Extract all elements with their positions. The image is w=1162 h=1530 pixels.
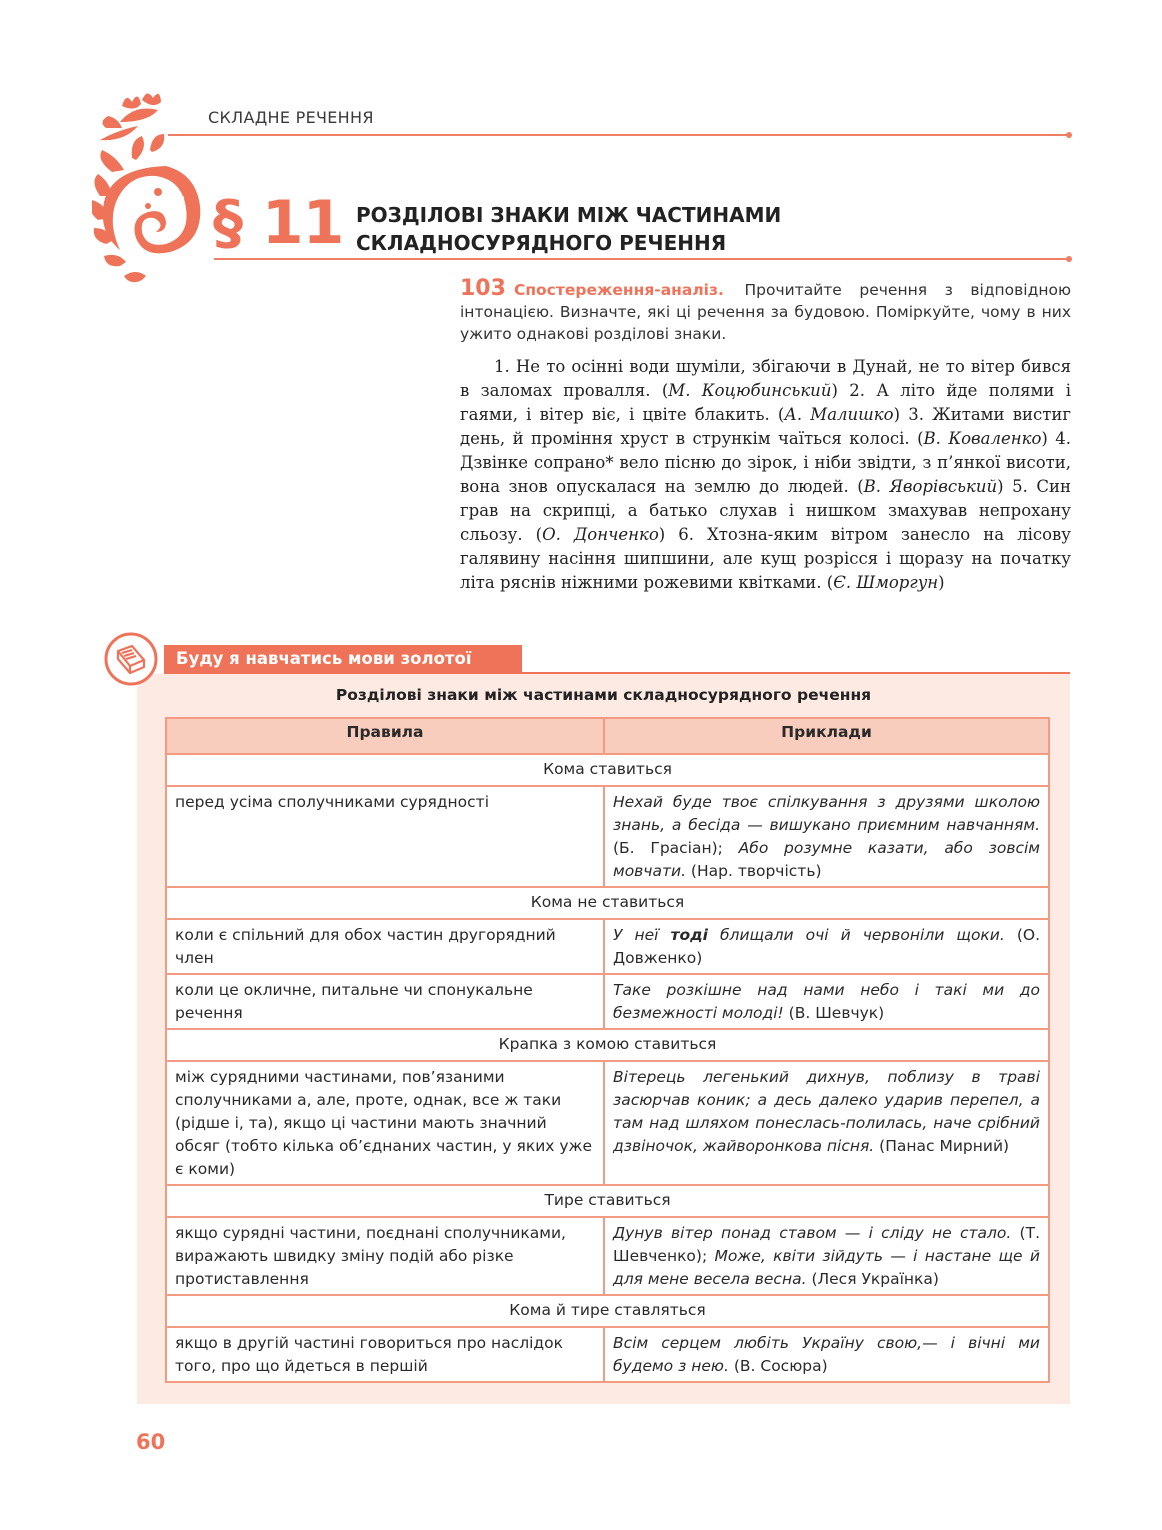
table-row	[166, 786, 1049, 887]
text-run: між сурядними частинами, пов’язаними сполучниками	[175, 1068, 505, 1109]
example-cell	[604, 786, 1049, 887]
example-cell	[604, 919, 1049, 974]
table-row	[166, 974, 1049, 1029]
text-run: коли є спільний для обох частин другорядний член	[175, 926, 556, 967]
sentence-author: В. Коваленко	[923, 429, 1042, 448]
rule-cell	[166, 1327, 604, 1382]
running-header: СКЛАДНЕ РЕЧЕННЯ	[208, 108, 374, 127]
table-header-row	[166, 718, 1049, 754]
sentence: 1. Не то осінні води шуміли, збігаючи в Дунай, не то вітер бився в заломах провалля. (М. Коцюбинський)	[460, 357, 1071, 400]
header-rule	[168, 134, 1069, 136]
table-row	[166, 1061, 1049, 1185]
sentence-author: О. Донченко	[542, 525, 659, 544]
rule-cell	[166, 919, 604, 974]
text-run: (Панас Мирний)	[874, 1137, 1010, 1155]
sentence-author: В. Яворівський	[863, 477, 998, 496]
sentence-number: 1.	[494, 357, 516, 376]
sentence-author: Є. Шморгун	[833, 573, 939, 592]
book-pencil-icon	[104, 632, 158, 686]
text-run: У неї	[613, 926, 671, 944]
sentence: 4. Дзвінке сопрано* вело пісню до зірок, і ніби звідти, з п’янкої висоти, вона знов опускалася на землю до людей. (В. Яворівський)	[460, 429, 1072, 496]
table-section-row	[166, 887, 1049, 919]
sentence-text: А літо йде полями і гаями, і вітер віє, і цвіте блакить.	[460, 381, 1071, 424]
sentence-text: Житами вистиг день, й проміння хруст в стрункім чаїться колосі.	[460, 405, 1071, 448]
exercise-text: Прочитайте речення з відповідною інтонацією. Визначте, які ці речення за будовою. Поміркуйте, чому в них ужито однакові розділові знаки.	[460, 281, 1071, 343]
title-rule	[214, 258, 1069, 260]
text-run: перед усіма сполучниками сурядності	[175, 793, 489, 811]
text-run: (рідше	[175, 1114, 235, 1132]
sentence: 6. Хтозна-яким вітром занесло на лісову галявину насіння шипшини, але кущ розрісся і щоразу на початку літа ряснів ніжними рожевими квітками. (Є. Шморгун)	[460, 525, 1072, 592]
text-run: а, але, проте, однак, все ж таки	[297, 1091, 562, 1109]
paragraph-title-line-1: РОЗДІЛОВІ ЗНАКИ МІЖ ЧАСТИНАМИ	[356, 203, 782, 227]
paragraph-number: § 11	[213, 188, 344, 258]
sentence-text: Не то осінні води шуміли, збігаючи в Дунай, не то вітер бився в заломах провалля.	[460, 357, 1071, 400]
section-heading: Кома не ставиться	[166, 887, 1049, 919]
text-run: якщо сурядні частини, поєднані сполучниками, виражають швидку зміну подій або різке протиставлення	[175, 1224, 566, 1288]
text-run: (В. Сосюра)	[728, 1357, 828, 1375]
sentence: 5. Син грав на скрипці, а батько слухав і нишком змахував непрохану сльозу. (О. Донченко)	[460, 477, 1071, 544]
table-row	[166, 919, 1049, 974]
box-banner: Буду я навчатись мови золотої	[164, 645, 522, 673]
sentence: 2. А літо йде полями і гаями, і вітер віє, і цвіте блакить. (А. Малишко)	[460, 381, 1071, 424]
text-run: Може, квіти зійдуть — і настане ще й для мене весела весна.	[613, 1247, 1040, 1288]
text-run: якщо в другій частині говориться про наслідок того, про що йдеться в першій	[175, 1334, 563, 1375]
text-run: Нехай буде твоє спілкування з друзями школою знань, а бесіда — вишукано приємним навчанням.	[613, 793, 1040, 834]
text-run: Вітерець легенький дихнув, поблизу в траві засюрчав коник; а десь далеко ударив перепел, а там над шляхом понеслась-полилась, наче срібний дзвіночок, жайворонкова пісня.	[613, 1068, 1040, 1155]
rule-cell	[166, 974, 604, 1029]
table-row	[166, 1327, 1049, 1382]
table-row	[166, 1217, 1049, 1295]
page-number: 60	[136, 1430, 166, 1454]
text-run: блищали очі й червоніли щоки.	[707, 926, 1005, 944]
text-run: Таке розкішне над нами небо і такі ми до безмежності молоді!	[613, 981, 1040, 1022]
sentence-number: 4.	[1055, 429, 1072, 448]
text-run: тоді	[670, 926, 708, 944]
example-cell	[604, 1327, 1049, 1382]
col-header-examples: Приклади	[604, 718, 1049, 754]
sentence-text: Дзвінке сопрано* вело пісню до зірок, і ніби звідти, з п’янкої висоти, вона знов опускалася на землю до людей.	[460, 453, 1071, 496]
section-heading: Кома й тире ставляться	[166, 1295, 1049, 1327]
col-header-rules: Правила	[166, 718, 604, 754]
table-section-row	[166, 754, 1049, 786]
sentence-number: 6.	[678, 525, 708, 544]
sentence-text: Хтозна-яким вітром занесло на лісову галявину насіння шипшини, але кущ розрісся і щоразу на початку літа ряснів ніжними рожевими квітками.	[460, 525, 1072, 592]
sentence-number: 2.	[849, 381, 877, 400]
text-run: коли це окличне, питальне чи спонукальне речення	[175, 981, 533, 1022]
text-run: і, та	[234, 1114, 268, 1132]
table-title: Розділові знаки між частинами складносурядного речення	[335, 686, 872, 704]
text-run: (Т. Шевченко);	[613, 1224, 1040, 1265]
exercise-number: 103	[460, 276, 506, 301]
text-run: ), якщо ці частини мають значний обсяг (тобто кілька об’єднаних частин, у яких уже є коми)	[175, 1114, 593, 1178]
table-section-row	[166, 1295, 1049, 1327]
floral-ornament-icon	[92, 88, 212, 288]
example-cell	[604, 1061, 1049, 1185]
sentence-number: 3.	[908, 405, 933, 424]
text-run: Або розумне казати, або зовсім мовчати.	[613, 839, 1040, 880]
rule-cell	[166, 786, 604, 887]
table-section-row	[166, 1029, 1049, 1061]
section-heading: Тире ставиться	[166, 1185, 1049, 1217]
section-heading: Крапка з комою ставиться	[166, 1029, 1049, 1061]
table-section-row	[166, 1185, 1049, 1217]
text-run: Дунув вітер понад ставом — і сліду не стало.	[613, 1224, 1012, 1242]
paragraph-title-line-2: СКЛАДНОСУРЯДНОГО РЕЧЕННЯ	[356, 231, 727, 255]
example-cell	[604, 1217, 1049, 1295]
sentence-author: А. Малишко	[784, 405, 894, 424]
rule-cell	[166, 1061, 604, 1185]
box-rule	[164, 672, 1070, 674]
text-run: (В. Шевчук)	[783, 1004, 885, 1022]
text-run: (О. Довженко)	[613, 926, 1041, 967]
exercise-instruction	[460, 278, 1071, 345]
text-run: (Б. Грасіан);	[613, 839, 739, 857]
exercise-sentences	[460, 355, 1071, 595]
sentence-number: 5.	[1012, 477, 1037, 496]
sentence-author: М. Коцюбинський	[668, 381, 832, 400]
sentence-text: Син грав на скрипці, а батько слухав і нишком змахував непрохану сльозу.	[460, 477, 1071, 544]
rule-cell	[166, 1217, 604, 1295]
paragraph-title	[356, 201, 1056, 257]
text-run: (Нар. творчість)	[686, 862, 822, 880]
sentence: 3. Житами вистиг день, й проміння хруст в стрункім чаїться колосі. (В. Коваленко)	[460, 405, 1071, 448]
text-run: (Леся Українка)	[806, 1270, 939, 1288]
example-cell	[604, 974, 1049, 1029]
section-heading: Кома ставиться	[166, 754, 1049, 786]
text-run: Всім серцем любіть Україну свою,— і вічні ми будемо з нею.	[613, 1334, 1040, 1375]
exercise-label: Спостереження-аналіз.	[513, 281, 724, 299]
rules-table	[165, 717, 1050, 1383]
